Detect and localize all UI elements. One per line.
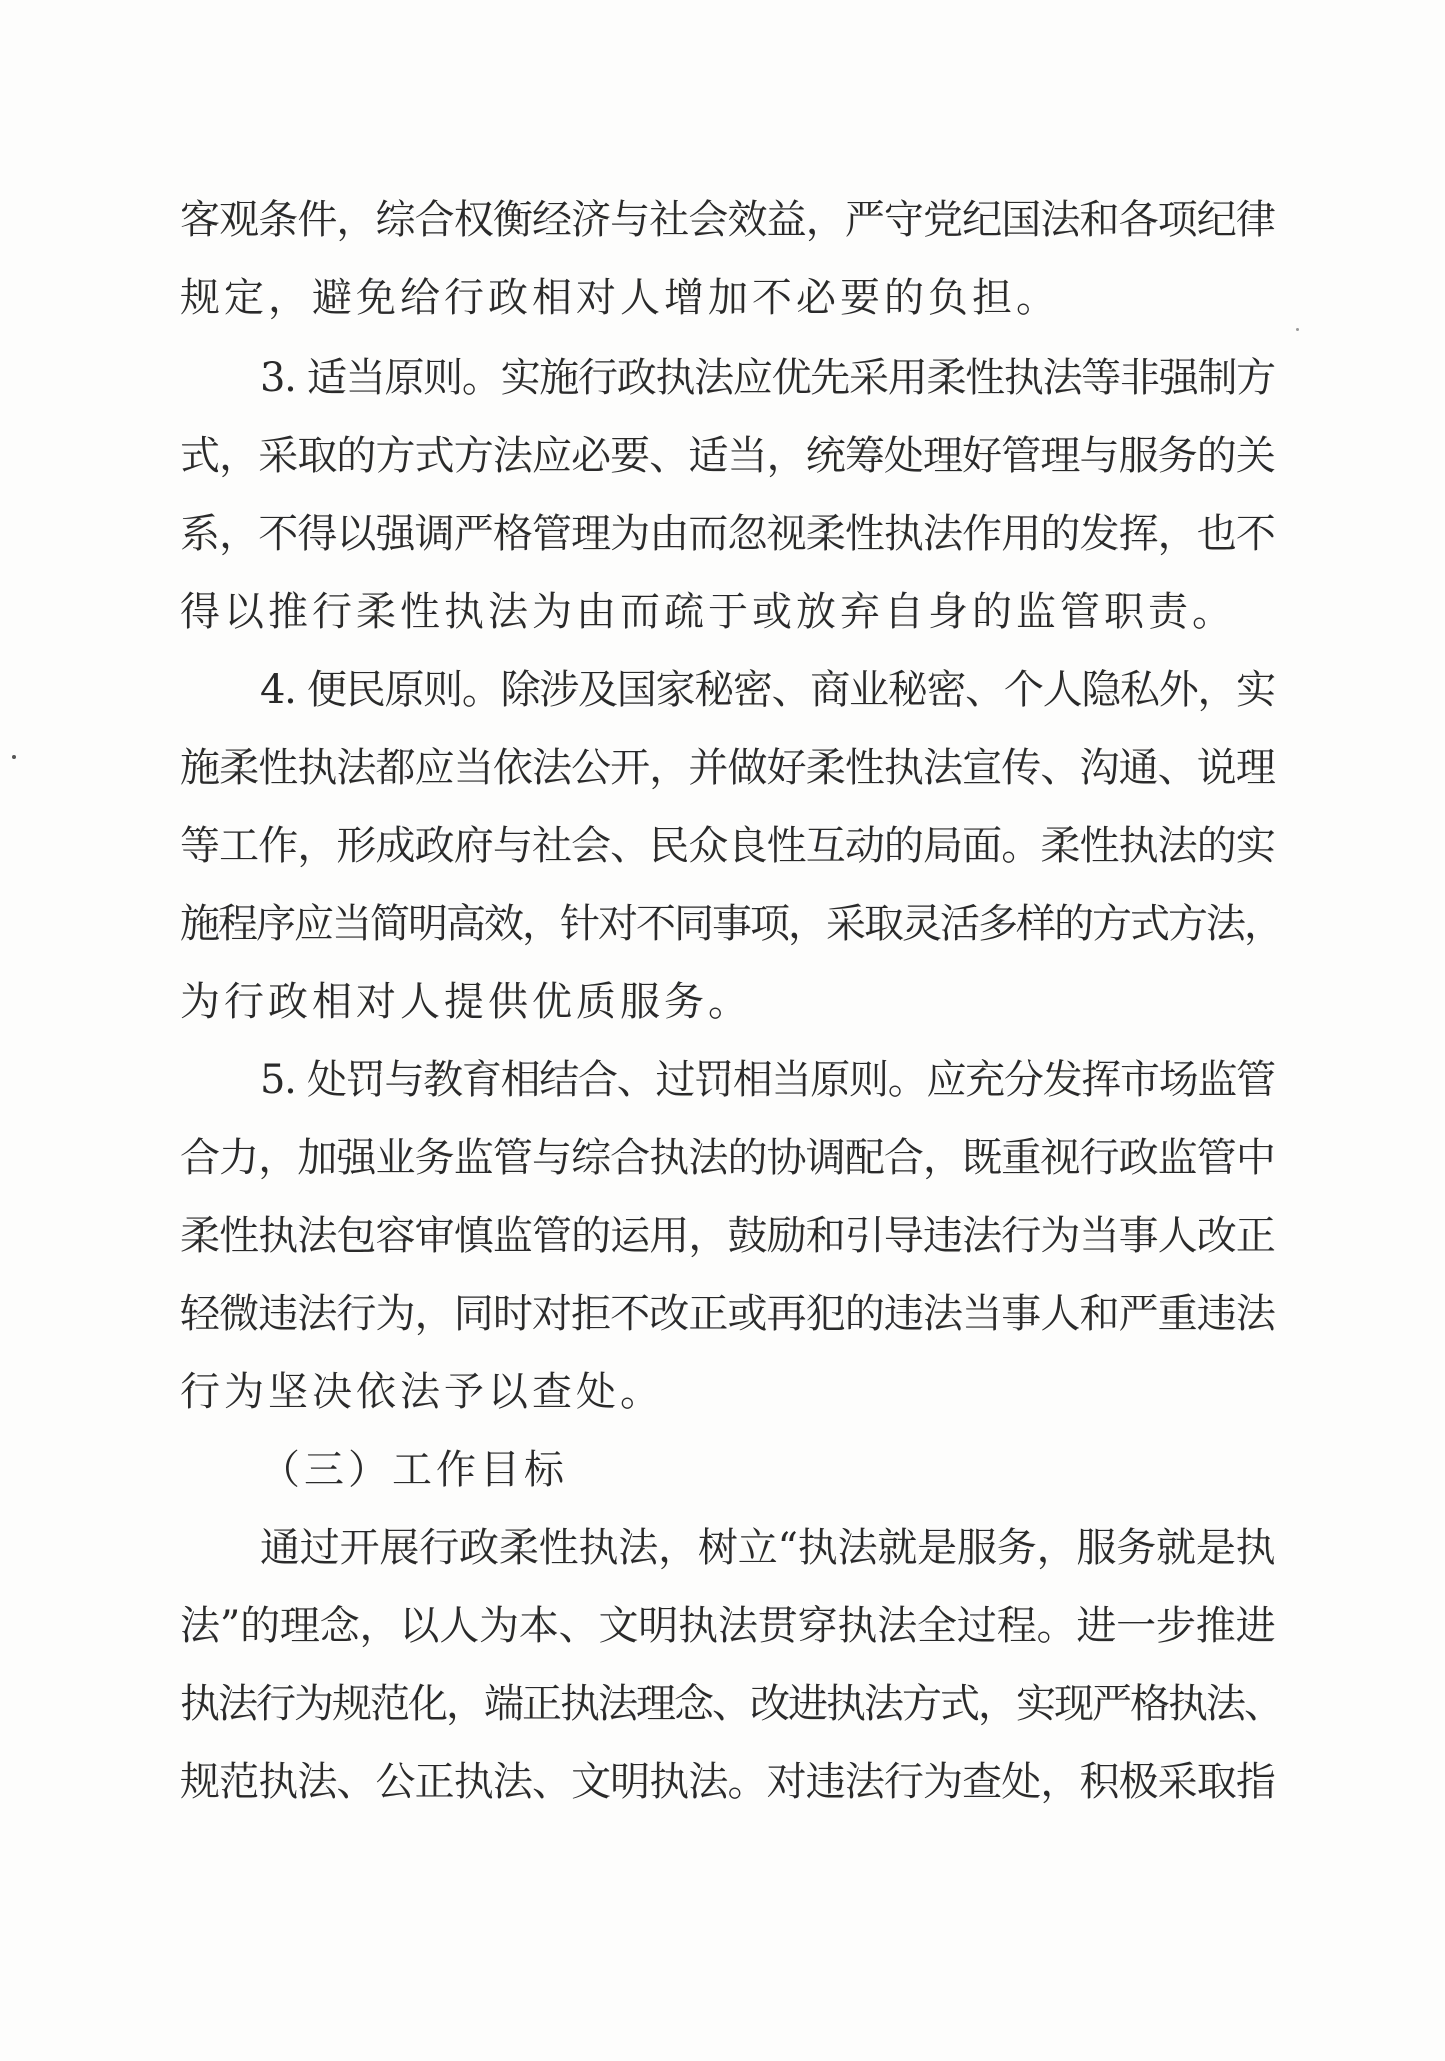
text-line: 执法行为规范化，端正执法理念、改进执法方式，实现严格执法、 [180,1681,1282,1727]
text-line: 得以推行柔性执法为由而疏于或放弃自身的监管职责。 [180,589,1236,635]
text-line: 为行政相对人提供优质服务。 [180,979,752,1025]
section-heading: （三）工作目标 [260,1447,568,1493]
paragraph-4-start: 4. 便民原则。除涉及国家秘密、商业秘密、个人隐私外，实 [260,667,1275,713]
text-line: 柔性执法包容审慎监管的运用，鼓励和引导违法行为当事人改正 [180,1213,1275,1259]
text-line: 式，采取的方式方法应必要、适当，统筹处理好管理与服务的关 [180,433,1275,479]
text-line: 规范执法、公正执法、文明执法。对违法行为查处，积极采取指 [180,1759,1275,1805]
text-line: 合力，加强业务监管与综合执法的协调配合，既重视行政监管中 [180,1135,1275,1181]
text-line: 规定，避免给行政相对人增加不必要的负担。 [180,275,1060,321]
paragraph-3-start: 3. 适当原则。实施行政执法应优先采用柔性执法等非强制方 [260,355,1275,401]
text-line: 行为坚决依法予以查处。 [180,1369,664,1415]
paragraph-5-start: 5. 处罚与教育相结合、过罚相当原则。应充分发挥市场监管 [260,1057,1275,1103]
paragraph-goal-start: 通过开展行政柔性执法，树立“执法就是服务，服务就是执 [260,1525,1276,1571]
text-line: 等工作，形成政府与社会、民众良性互动的局面。柔性执法的实 [180,823,1275,869]
text-line: 法”的理念，以人为本、文明执法贯穿执法全过程。进一步推进 [180,1603,1276,1649]
scan-speck [12,755,16,759]
text-line: 客观条件，综合权衡经济与社会效益，严守党纪国法和各项纪律 [180,197,1275,243]
text-line: 系，不得以强调严格管理为由而忽视柔性执法作用的发挥，也不 [180,511,1275,557]
scan-speck [1296,328,1299,331]
text-line: 施柔性执法都应当依法公开，并做好柔性执法宣传、沟通、说理 [180,745,1275,791]
text-line: 施程序应当简明高效，针对不同事项，采取灵活多样的方式方法， [180,901,1282,947]
text-line: 轻微违法行为，同时对拒不改正或再犯的违法当事人和严重违法 [180,1291,1275,1337]
